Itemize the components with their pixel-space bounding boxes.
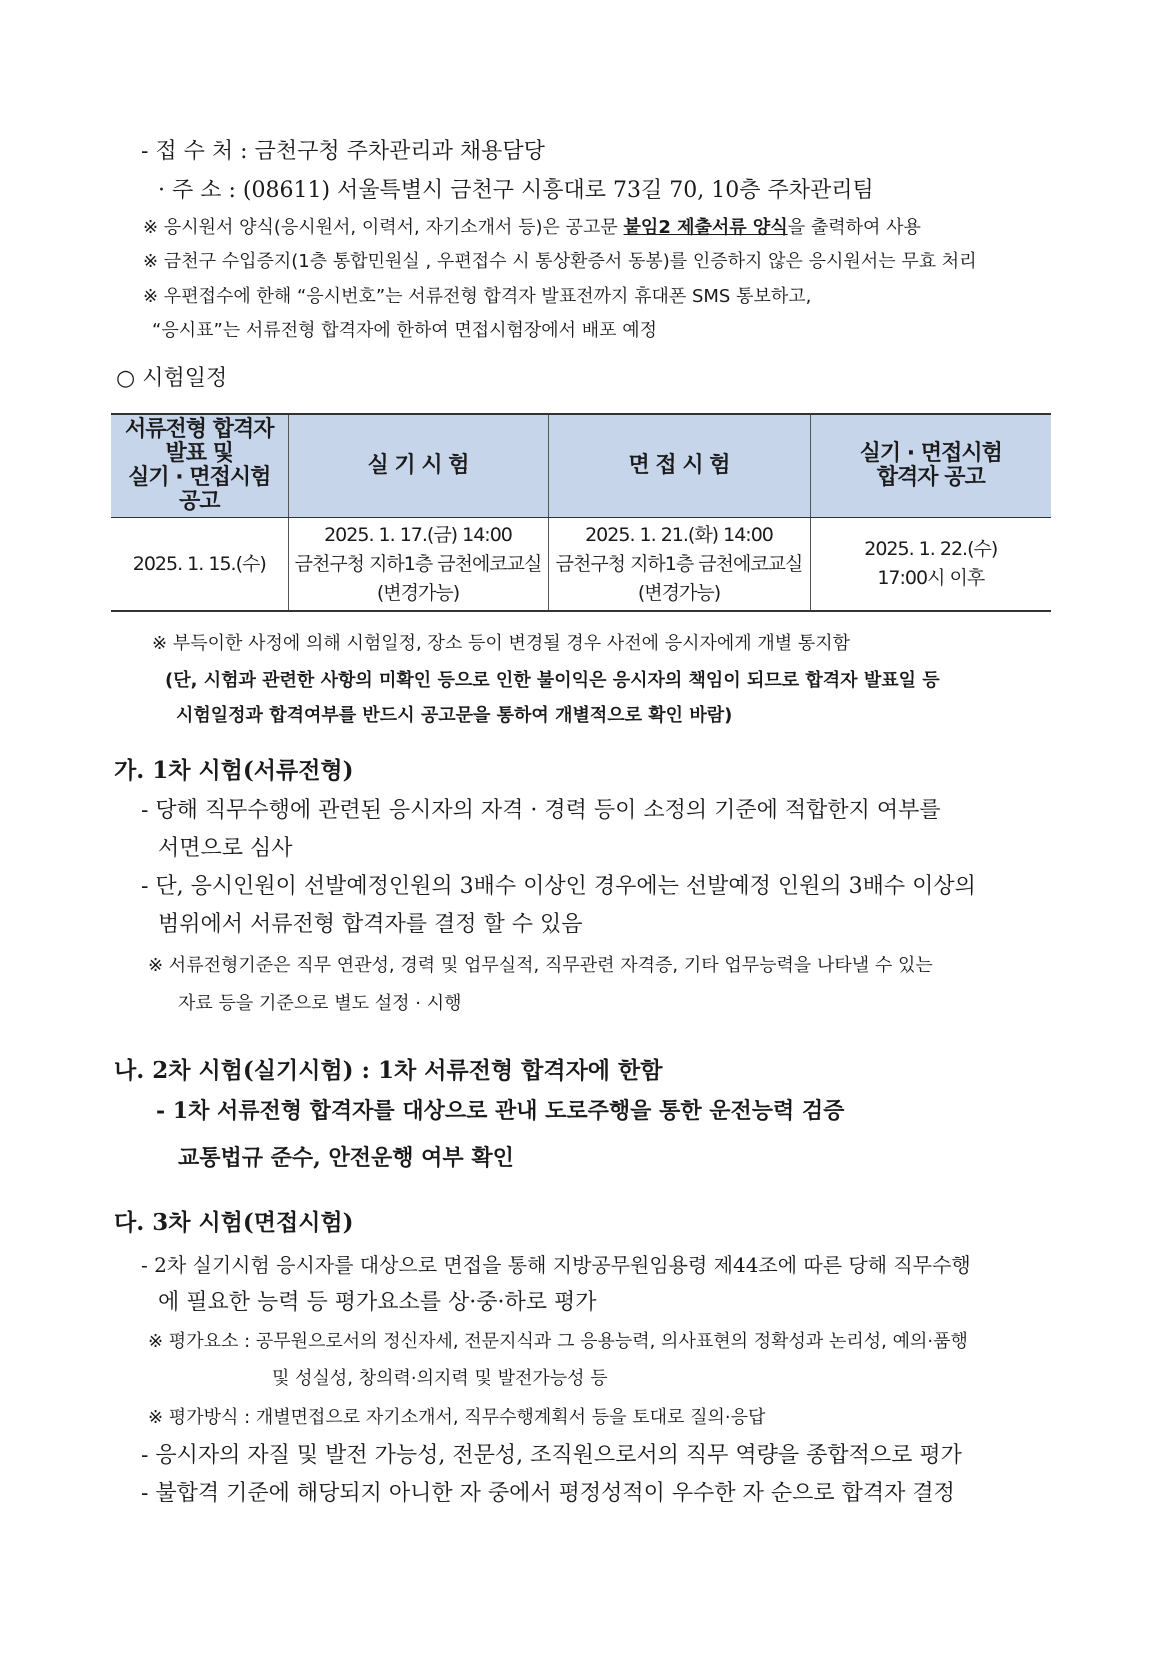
section-ga-title: 가. 1차 시험(서류전형) — [114, 757, 354, 784]
header-line: 공고 — [178, 489, 220, 514]
reception-address: · 주 소 : (08611) 서울특별시 금천구 시흥대로 73길 70, 10층 주차관리팀 — [158, 178, 874, 203]
schedule-warning-line1: (단, 시험과 관련한 사항의 미확인 등으로 인한 불이익은 응시자의 책임이 되므로 합격자 발표일 등 — [165, 670, 940, 691]
reception-office: - 접 수 처 : 금천구청 주차관리과 채용담당 — [141, 139, 545, 164]
cell-line: 2025. 1. 15.(수) — [132, 552, 266, 575]
section-na-title: 나. 2차 시험(실기시험) : 1차 서류전형 합격자에 한함 — [114, 1057, 663, 1084]
cell-line: (변경가능) — [637, 581, 721, 604]
header-line: 서류전형 합격자 — [125, 417, 274, 442]
reception-note-stamp: ※ 금천구 수입증지(1층 통합민원실 , 우편접수 시 통상환증서 동봉)를 인증하지 않은 응시원서는 무효 처리 — [143, 251, 977, 272]
header-line: 실기 · 면접시험 — [859, 441, 1002, 466]
section-ga-item1-line2: 서면으로 심사 — [158, 836, 293, 861]
header-document-announcement — [111, 414, 288, 518]
section-ga-item2-line1: - 단, 응시인원이 선발예정인원의 3배수 이상인 경우에는 선발예정 인원의 3배수 이상의 — [141, 874, 976, 899]
header-line: 합격자 공고 — [876, 465, 985, 490]
cell-line: (변경가능) — [376, 581, 460, 604]
schedule-heading: ○ 시험일정 — [116, 366, 228, 391]
schedule-table — [111, 413, 1051, 612]
section-ga-item2-line2: 범위에서 서류전형 합격자를 결정 할 수 있음 — [158, 912, 583, 937]
cell-line: 금천구청 지하1층 금천에코교실 — [294, 552, 542, 575]
header-practical-exam — [288, 414, 548, 518]
cell-practical-exam — [288, 518, 548, 612]
section-da-eval-elements-line1: ※ 평가요소 : 공무원으로서의 정신자세, 전문지식과 그 응용능력, 의사표현의 정확성과 논리성, 예의·품행 — [148, 1331, 968, 1352]
section-da-title: 다. 3차 시험(면접시험) — [114, 1209, 354, 1236]
reception-note-ticket: “응시표”는 서류전형 합격자에 한하여 면접시험장에서 배포 예정 — [152, 320, 658, 341]
section-da-item1-line2: 에 필요한 능력 등 평가요소를 상·중·하로 평가 — [158, 1290, 597, 1315]
section-da-item2: - 응시자의 자질 및 발전 가능성, 전문성, 조직원으로서의 직무 역량을 종합적으로 평가 — [141, 1443, 962, 1468]
section-da-eval-method: ※ 평가방식 : 개별면접으로 자기소개서, 직무수행계획서 등을 토대로 질의·응답 — [148, 1407, 766, 1428]
header-final-announcement — [810, 414, 1051, 518]
note-text: 을 출력하여 사용 — [787, 217, 921, 238]
section-na-item1: - 1차 서류전형 합격자를 대상으로 관내 도로주행을 통한 운전능력 검증 — [156, 1098, 845, 1124]
header-line: 실기 · 면접시험 — [128, 465, 271, 490]
header-line: 실 기 시 험 — [367, 453, 469, 478]
section-da-item3: - 불합격 기준에 해당되지 아니한 자 중에서 평정성적이 우수한 자 순으로 합격자 결정 — [141, 1481, 955, 1506]
section-ga-item1-line1: - 당해 직무수행에 관련된 응시자의 자격 · 경력 등이 소정의 기준에 적합한지 여부를 — [141, 798, 941, 823]
cell-final-announcement — [810, 518, 1051, 612]
attachment-reference: 붙임2 제출서류 양식 — [623, 217, 788, 238]
header-interview-exam — [548, 414, 810, 518]
cell-line: 2025. 1. 22.(수) — [864, 538, 998, 560]
schedule-data-row — [111, 518, 1051, 612]
header-line: 면 접 시 험 — [628, 453, 730, 478]
cell-line: 2025. 1. 21.(화) 14:00 — [585, 523, 773, 546]
header-line: 발표 및 — [165, 441, 233, 466]
cell-interview-exam — [548, 518, 810, 612]
schedule-warning-line2: 시험일정과 합격여부를 반드시 공고문을 통하여 개별적으로 확인 바람) — [176, 705, 733, 726]
cell-line: 2025. 1. 17.(금) 14:00 — [324, 523, 512, 546]
reception-note-form — [143, 213, 921, 243]
schedule-header-row — [111, 414, 1051, 518]
section-ga-note-line1: ※ 서류전형기준은 직무 연관성, 경력 및 업무실적, 직무관련 자격증, 기타 업무능력을 나타낼 수 있는 — [148, 955, 933, 976]
section-da-item1-line1: - 2차 실기시험 응시자를 대상으로 면접을 통해 지방공무원임용령 제44조에 따른 당해 직무수행 — [141, 1253, 971, 1277]
cell-line: 금천구청 지하1층 금천에코교실 — [555, 552, 803, 575]
cell-line: 17:00시 이후 — [877, 567, 985, 589]
note-text: ※ 응시원서 양식(응시원서, 이력서, 자기소개서 등)은 공고문 — [143, 217, 624, 238]
section-ga-note-line2: 자료 등을 기준으로 별도 설정 · 시행 — [178, 993, 462, 1014]
schedule-change-note: ※ 부득이한 사정에 의해 시험일정, 장소 등이 변경될 경우 사전에 응시자에게 개별 통지함 — [152, 633, 851, 654]
section-da-eval-elements-line2: 및 성실성, 창의력·의지력 및 발전가능성 등 — [272, 1368, 608, 1389]
reception-note-sms: ※ 우편접수에 한해 “응시번호”는 서류전형 합격자 발표전까지 휴대폰 SMS 통보하고, — [143, 286, 812, 307]
section-na-item2: 교통법규 준수, 안전운행 여부 확인 — [178, 1145, 514, 1171]
cell-document-date — [111, 518, 288, 612]
